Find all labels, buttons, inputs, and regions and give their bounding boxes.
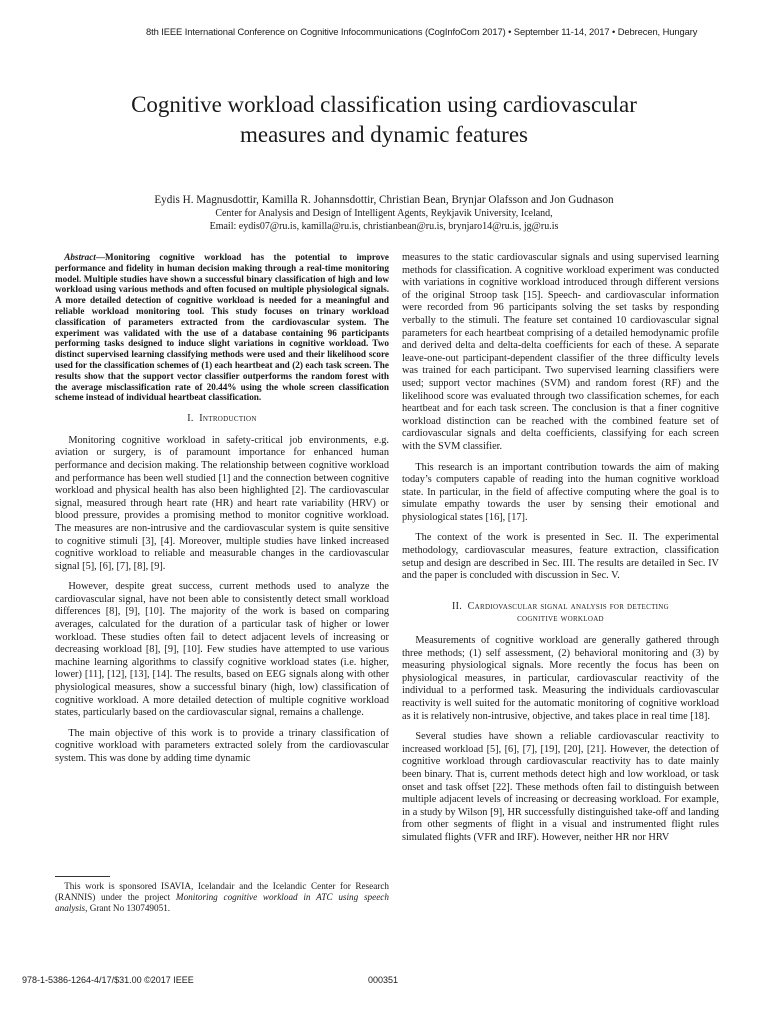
section-title: Introduction bbox=[199, 413, 257, 425]
footnote-text-b: , Grant No 130749051. bbox=[85, 903, 171, 913]
running-header: 8th IEEE International Conference on Cognitive Infocommunications (CogInfoCom 2017) • September 11-14, 2017 • Debrecen, Hungary bbox=[146, 26, 698, 37]
intro-paragraph-2: However, despite great success, current methods used to analyze the cardiovascular signal, have not been able to consistently detect small workload differences [8], [9], [10]. The majority of the work is based on comparing averages, calculated for the duration of a particular task of higher or lower workload. These studies often fail to detect adjacent levels of increasing or decreasing workload [8], [9], [10]. Few studies have attempted to use various machine learning algorithms to classify cognitive workload states (i.e. higher, lower) [11], [12], [13], [14]. The results, based on EEG signals along with other physiological measures, show a successful binary (high, low) classification of cognitive workload. A more detailed detection of multiple cognitive workload states, particularly based on the cardiovascular signal, remains a challenge. bbox=[55, 581, 389, 719]
section-number: I. bbox=[187, 413, 194, 425]
abstract bbox=[55, 252, 389, 403]
intro-paragraph-1: Monitoring cognitive workload in safety-critical job environments, e.g. aviation or surgery, is of paramount importance for enhanced human performance and decision making. The relationship between cognitive workload and performance has been well studied [1] and the connection between cognitive workload and physical health has also been highlighted [2]. The cardiovascular signal, measured through heart rate (HR) and heart rate variability (HRV) or blood pressure, provides a promising method to monitor cognitive workload. The measures are non-intrusive and the cardiovascular system is quite sensitive to cognitive stimuli [3], [4]. Moreover, multiple studies have linked increased cognitive workload to reliable and measurable changes in the cardiovascular signal [5], [6], [7], [8], [9]. bbox=[55, 434, 389, 572]
affiliation-block bbox=[60, 207, 708, 233]
footnote-divider bbox=[55, 876, 110, 877]
email-list: Email: eydis07@ru.is, kamilla@ru.is, christianbean@ru.is, brynjaro14@ru.is, jg@ru.is bbox=[209, 221, 559, 232]
section-number: II. bbox=[452, 600, 463, 612]
paper-title bbox=[60, 90, 708, 150]
section-heading-cardiovascular bbox=[402, 601, 719, 626]
left-column bbox=[55, 252, 389, 766]
section2-paragraph-2: Several studies have shown a reliable cardiovascular reactivity to increased workload [5], [6], [7], [19], [20], [21]. However, the detection of cognitive workload through cardiovascular reactivity has to date mainly been binary. That is, current methods detect high and low workload, or task onset and task offset [22]. These methods often fail to distinguish between multiple adjacent levels of increasing or decreasing workload. For example, in a study by Wilson [9], HR successfully distinguished take-off and landing from other segments of flight in a visual and instrumented flight rules simulated flights (VFR and IRF). However, neither HR nor HRV bbox=[402, 731, 719, 843]
funding-footnote bbox=[55, 881, 389, 914]
footnote-text-a: This work is sponsored ISAVIA, Icelandair and the Icelandic Center for Research (RANNIS) under the project bbox=[55, 881, 389, 902]
abstract-text: —Monitoring cognitive workload has the potential to improve performance and fidelity in human decision making through a real-time monitoring model. Multiple studies have shown a successful binary classification of high and low workload using various methods and often focused on multiple physiological signals. A more detailed detection of cognitive workload is needed for a meaningful and reliable workload monitoring tool. This study focuses on trinary workload classification of parameters extracted from the cardiovascular system. The experiment was validated with the use of a database containing 96 participants performing tasks designed to induce slight variations in cognitive workload. Two distinct supervised learning classifying methods were used and their likelihood score used for the classification schemes of (1) each heartbeat and (2) each task screen. The results show that the support vector classifier outperforms the random forest with the average misclassification rate of 20.44% using the whole screen classification scheme instead of individual heartbeat classification. bbox=[55, 252, 389, 403]
section-title-line-1: Cardiovascular signal analysis for detecting bbox=[467, 600, 669, 612]
paper-title-line-2: measures and dynamic features bbox=[239, 122, 529, 147]
right-column bbox=[402, 252, 719, 845]
intro-paragraph-3: The main objective of this work is to provide a trinary classification of cognitive workload with parameters extracted solely from the cardiovascular system. This was done by adding time dynamic bbox=[55, 727, 389, 764]
section2-paragraph-1: Measurements of cognitive workload are generally gathered through three methods; (1) self assessment, (2) behavioral monitoring and (3) by measuring physiological signals. More recently the focus has been on physiological measures, in particular, cardiovascular reactivity of the individual to a performed task. Measuring the individuals cardiovascular reactivity is well suited for the automatic monitoring of cognitive workload as it is relatively non-intrusive, objective, and takes place in real time [18]. bbox=[402, 635, 719, 722]
affiliation: Center for Analysis and Design of Intelligent Agents, Reykjavik University, Iceland, bbox=[215, 208, 553, 219]
right-paragraph-1: measures to the static cardiovascular signals and using supervised learning methods for classification. A cognitive workload experiment was conducted with variations in cognitive workload introduced through different versions of the original Stroop task [15]. Speech- and cardiovascular information were recorded from 96 participants solving the set tasks by responding verbally to the stimuli. The feature set contained 10 cardiovascular signal parameters for each heartbeat comprising of a detailed hemodynamic profile and derived delta and delta-delta coefficients for each of these. A separate leave-one-out participant-dependent classifier of the three difficulty levels was trained for each participant. Two supervised learning classifiers were used; support vector machines (SVM) and random forest (RF) and the likelihood score was evaluated through two classification schemes, for each heartbeat and for each task screen. The conclusion is that a finer cognitive workload distinction can be reached with the combined feature set of cardiovascular signals and delta coefficients, classifying for each screen with the SVM classifier. bbox=[402, 252, 719, 452]
paper-title-line-1: Cognitive workload classification using cardiovascular bbox=[131, 92, 637, 117]
section-heading-introduction bbox=[55, 413, 389, 426]
page-number: 000351 bbox=[368, 975, 399, 985]
abstract-lead: Abstract bbox=[64, 252, 96, 262]
footnote-project-title: Monitoring cognitive workload in ATC using speech analysis bbox=[55, 892, 389, 913]
section-title-line-2: cognitive workload bbox=[517, 613, 604, 625]
isbn-footer: 978-1-5386-1264-4/17/$31.00 ©2017 IEEE bbox=[22, 975, 194, 985]
right-paragraph-3: The context of the work is presented in Sec. II. The experimental methodology, cardiovascular measures, feature extraction, classification setup and design are described in Sec. III. The results are detailed in Sec. IV and the paper is concluded with discussion in Sec. V. bbox=[402, 532, 719, 582]
author-list: Eydis H. Magnusdottir, Kamilla R. Johannsdottir, Christian Bean, Brynjar Olafsson and Jon Gudnason bbox=[154, 194, 614, 206]
right-paragraph-2: This research is an important contribution towards the aim of making today’s computers capable of reading into the human cognitive workload state. In particular, in the field of affective computing where the goal is to simulate empathy towards the user by sensing their emotional and physiological states [16], [17]. bbox=[402, 461, 719, 523]
